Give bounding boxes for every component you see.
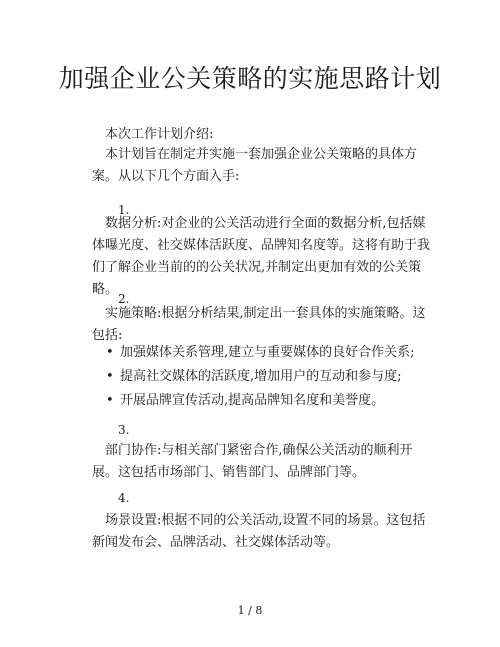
bullet-icon: • xyxy=(106,393,114,408)
strategy-bullet-list xyxy=(106,341,415,413)
list-item xyxy=(106,389,415,413)
section-text-1: 数据分析:对企业的公关活动进行全面的数据分析,包括媒体曝光度、社交媒体活跃度、品牌知名度等。这将有助于我们了解企业当前的的公关状况,并制定出更加有效的公关策略。 xyxy=(92,216,431,297)
section-number-1: 1. xyxy=(118,203,130,217)
intro-text: 本计划旨在制定并实施一套加强企业公关策略的具体方案。从以下几个方面入手: xyxy=(92,147,418,184)
bullet-text: 加强媒体关系管理,建立与重要媒体的良好合作关系; xyxy=(120,345,415,360)
bullet-icon: • xyxy=(106,369,114,384)
list-item xyxy=(106,341,415,365)
section-text-4: 场景设置:根据不同的公关活动,设置不同的场景。这包括新闻发布会、品牌活动、社交媒体活动等。 xyxy=(92,513,426,550)
section-number-2: 2. xyxy=(118,292,130,306)
section-text-2: 实施策略:根据分析结果,制定出一套具体的实施策略。这包括: xyxy=(92,306,426,343)
section-text-3: 部门协作:与相关部门紧密合作,确保公关活动的顺利开展。这包括市场部门、销售部门、品牌部门等。 xyxy=(92,443,413,480)
section-number-4: 4. xyxy=(118,491,130,505)
bullet-text: 开展品牌宣传活动,提高品牌知名度和美誉度。 xyxy=(120,393,385,408)
list-item xyxy=(106,365,415,389)
intro-label: 本次工作计划介绍: xyxy=(105,127,214,142)
bullet-icon: • xyxy=(106,345,114,360)
section-number-3: 3. xyxy=(118,423,130,437)
page-title: 加强企业公关策略的实施思路计划 xyxy=(58,64,442,93)
page-indicator: 1 / 8 xyxy=(237,604,263,617)
bullet-text: 提高社交媒体的活跃度,增加用户的互动和参与度; xyxy=(120,369,402,384)
